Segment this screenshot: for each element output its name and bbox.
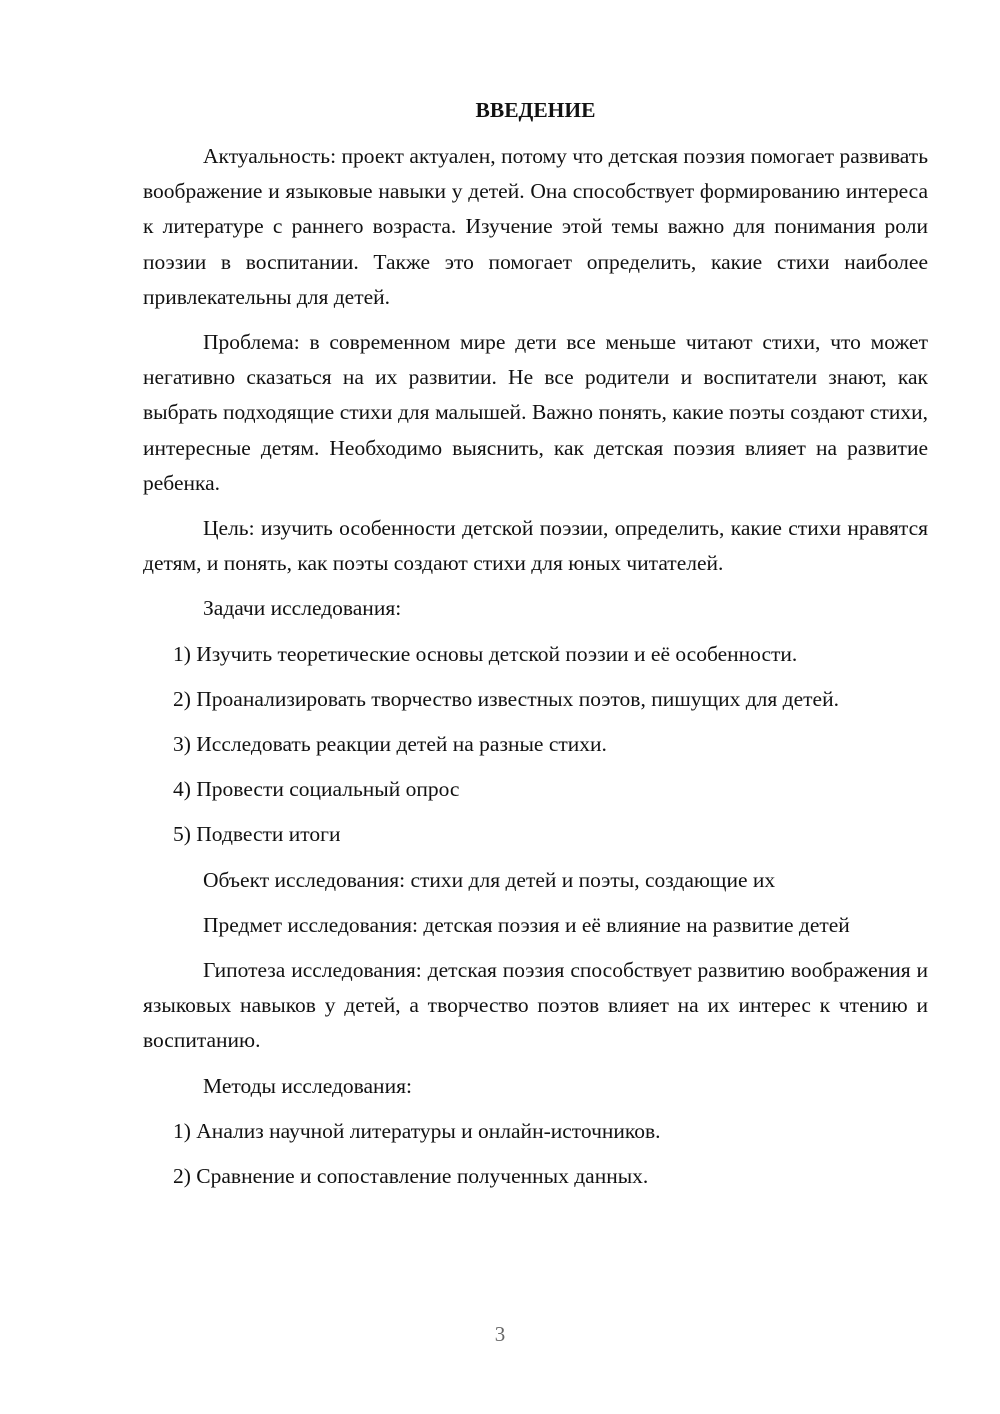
hypothesis-paragraph: Гипотеза исследования: детская поэзия способствует развитию воображения и языковых навыков у детей, а творчество поэтов влияет на их интерес к чтению и воспитанию. [143,958,928,1053]
object-paragraph: Объект исследования: стихи для детей и поэты, создающие их [203,867,776,892]
tasks-heading: Задачи исследования: [203,596,402,621]
task-item-5: 5) Подвести итоги [173,822,341,847]
task-item-4: 4) Провести социальный опрос [173,777,460,802]
problem-paragraph: Проблема: в современном мире дети все меньше читают стихи, что может негативно сказаться на их развитии. Не все родители и воспитатели знают, как выбрать подходящие стихи для малышей. Важно понять, какие поэты создают стихи, интересные детям. Необходимо выяснить, как детская поэзия влияет на развитие ребенка. [143,330,928,495]
goal-paragraph: Цель: изучить особенности детской поэзии, определить, какие стихи нравятся детям, и понять, как поэты создают стихи для юных читателей. [143,516,928,576]
page-number: 3 [494,1322,506,1346]
section-title: ВВЕДЕНИЕ [475,98,596,122]
relevance-paragraph: Актуальность: проект актуален, потому что детская поэзия помогает развивать воображение и языковые навыки у детей. Она способствует формированию интереса к литературе с раннего возраста. Изучение этой темы важно для понимания роли поэзии в воспитании. Также это помогает определить, какие стихи наиболее привлекательны для детей. [143,144,928,309]
method-item-1: 1) Анализ научной литературы и онлайн-источников. [173,1118,661,1143]
task-item-2: 2) Проанализировать творчество известных поэтов, пишущих для детей. [173,686,839,711]
subject-paragraph: Предмет исследования: детская поэзия и её влияние на развитие детей [203,912,850,937]
document-body [143,95,928,1204]
task-item-3: 3) Исследовать реакции детей на разные стихи. [173,732,607,757]
task-item-1: 1) Изучить теоретические основы детской поэзии и её особенности. [173,641,798,666]
method-item-2: 2) Сравнение и сопоставление полученных данных. [173,1164,649,1189]
methods-heading: Методы исследования: [203,1073,412,1098]
